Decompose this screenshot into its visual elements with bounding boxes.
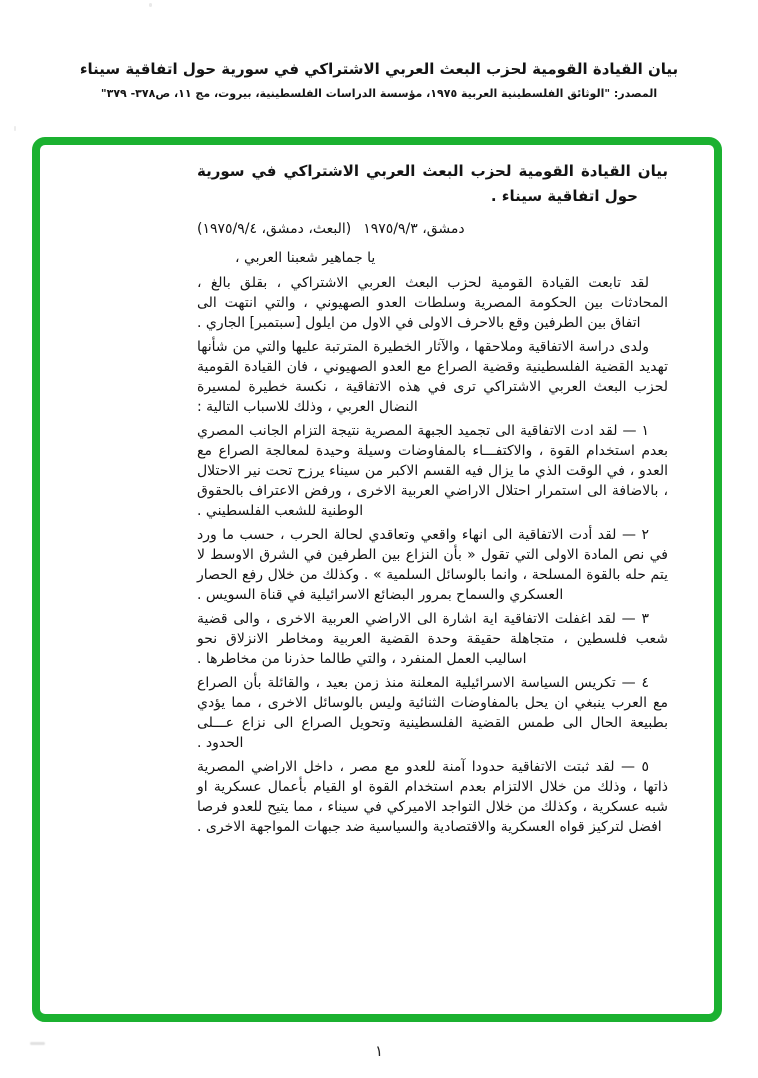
scan-artifact <box>30 1042 45 1045</box>
dateline-source-ref: (البعث، دمشق، ١٩٧٥/٩/٤) <box>197 221 352 237</box>
list-item-1: ١ — لقد ادت الاتفاقية الى تجميد الجبهة المصرية نتيجة التزام الجانب المصري بعدم استخدام القوة ، والاكتفـــاء بالمفاوضات وسيلة وحيدة لمعالجة الصراع مع العدو ، في الوقت الذي ما يزال فيه القسم الاكبر من سيناء يرزح تحت نير الاحتلال ، بالاضافة الى استمرار احتلال الاراضي العربية الاخرى ، ورفض الاعتراف بالحقوق الوطنية للشعب الفلسطيني . <box>197 423 668 519</box>
document-title <box>197 159 668 209</box>
document-title-line1: بيان القيادة القومية لحزب البعث العربي الاشتراكي في سورية <box>197 162 668 180</box>
paragraph-intro: لقد تابعت القيادة القومية لحزب البعث العربي الاشتراكي ، بقلق بالغ ، المحادثات بين الحكومة المصرية وسلطات العدو الصهيوني ، والتي انتهت الى اتفاق بين الطرفين وقع بالاحرف الاولى في الاول من ايلول [سبتمبر] الجاري . <box>197 275 668 331</box>
list-item-2: ٢ — لقد أدت الاتفاقية الى انهاء واقعي وتعاقدي لحالة الحرب ، حسب ما ورد في نص المادة الاولى التي تقول « بأن النزاع بين الطرفين في الشرق الاوسط لا يتم حله بالقوة المسلحة ، وانما بالوسائل السلمية » . وكذلك من خلال رفع الحصار العسكري والسماح بمرور البضائع الاسرائيلية في قناة السويس . <box>197 527 668 603</box>
paragraph-assessment: ولدى دراسة الاتفاقية وملاحقها ، والآثار الخطيرة المترتبة عليها والتي من شأنها تهديد القضية الفلسطينية وقضية الصراع مع العدو الصهيوني ، فان القيادة القومية لحزب البعث العربي الاشتراكي ترى في هذه الاتفاقية ، نكسة خطيرة لمسيرة النضال العربي ، وذلك للاسباب التالية : <box>197 339 668 415</box>
dateline <box>197 219 668 239</box>
page-number: ١ <box>374 1042 384 1060</box>
document-title-line2: حول اتفاقية سيناء . <box>490 187 638 205</box>
header-title: بيان القيادة القومية لحزب البعث العربي الاشتراكي في سورية حول اتفاقية سيناء <box>79 60 679 78</box>
page-header <box>0 60 758 100</box>
header-source-citation: المصدر: "الوثائق الفلسطينية العربية ١٩٧٥، مؤسسة الدراسات الفلسطينية، بيروت، مج ١١، ص٣٧٨- ٣٧٩" <box>100 87 658 100</box>
list-item-3: ٣ — لقد اغفلت الاتفاقية اية اشارة الى الاراضي العربية الاخرى ، والى قضية شعب فلسطين ، متجاهلة حقيقة وحدة القضية العربية ومخاطر الانزلاق نحو اساليب العمل المنفرد ، والتي طالما حذرنا من مخاطرها . <box>197 611 668 667</box>
greeting-line: يا جماهير شعبنا العربي ، <box>235 250 376 266</box>
scan-artifact <box>14 126 16 131</box>
dateline-place-date: دمشق، ١٩٧٥/٩/٣ <box>363 221 465 237</box>
green-highlight-frame <box>32 137 722 1022</box>
document-body <box>197 159 668 841</box>
list-item-5: ٥ — لقد ثبتت الاتفاقية حدودا آمنة للعدو مع مصر ، داخل الاراضي المصرية ذاتها ، وذلك من خلال الالتزام بعدم استخدام القوة او القيام بأعمال عسكرية او شبه عسكرية ، وكذلك من خلال التواجد الاميركي في سيناء ، مما يتيح للعدو فرصا افضل لتركيز قواه العسكرية والاقتصادية والسياسية ضد جبهات المواجهة الاخرى . <box>197 759 668 835</box>
scan-artifact <box>149 3 152 7</box>
list-item-4: ٤ — تكريس السياسة الاسرائيلية المعلنة منذ زمن بعيد ، والقائلة بأن الصراع مع العرب ينبغي ان يحل بالمفاوضات الثنائية وليس بالوسائل الاخرى ، مما يؤدي بطبيعة الحال الى طمس القضية الفلسطينية وتحويل الصراع الى نزاع عـــلى الحدود . <box>197 675 668 751</box>
